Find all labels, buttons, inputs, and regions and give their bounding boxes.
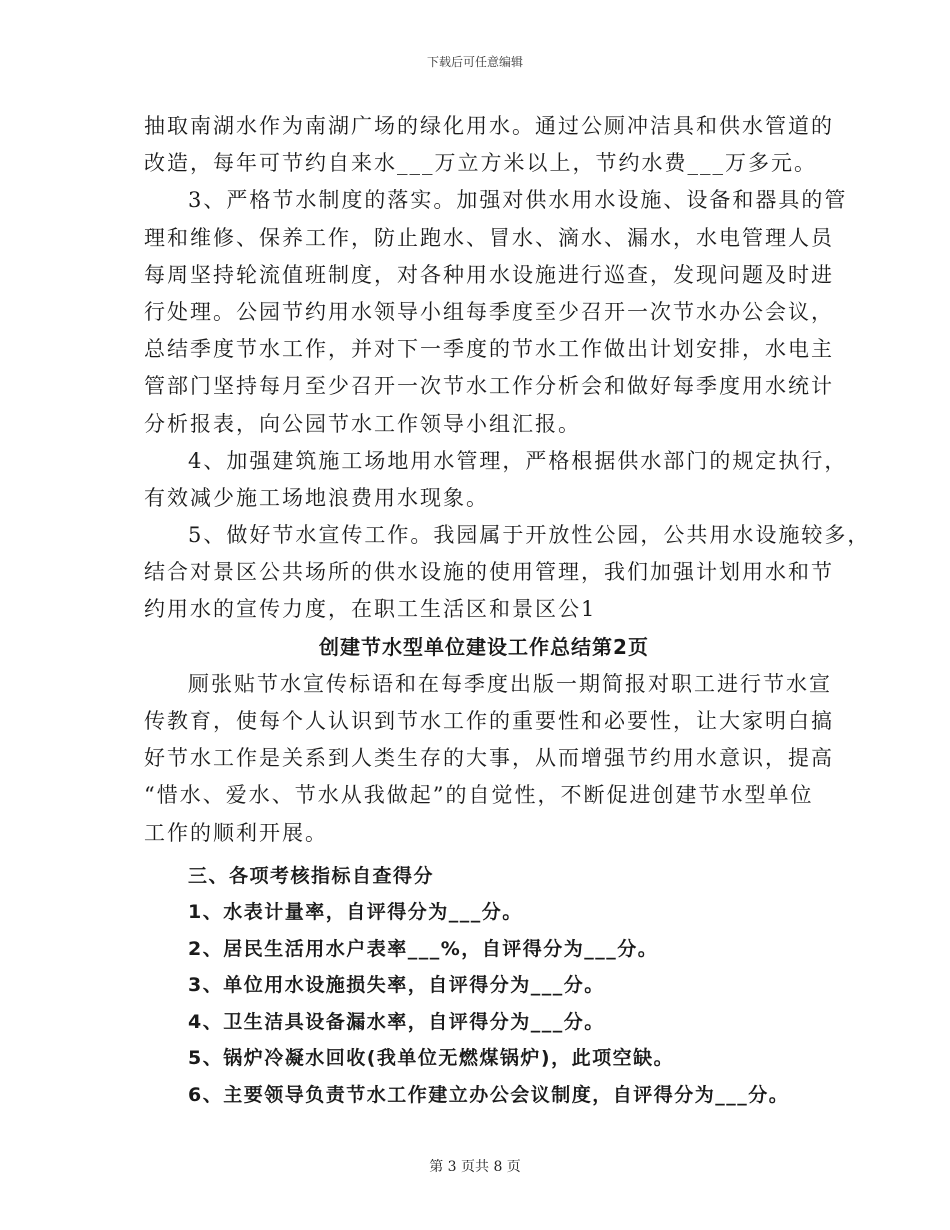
text-line: 4、加强建筑施工场地用水管理，严格根据供水部门的规定执行， [188, 448, 848, 473]
paragraph-publicity [144, 517, 871, 629]
page-title: 创建节水型单位建设工作总结第2页 [319, 634, 649, 659]
assessment-item: 4、卫生洁具设备漏水率，自评得分为___分。 [188, 1010, 605, 1033]
text-line: 厕张贴节水宣传标语和在每季度出版一期简报对职工进行节水宣 [188, 671, 832, 696]
document-body [144, 108, 871, 1113]
assessment-item: 3、单位用水设施损失率，自评得分为___分。 [188, 974, 605, 997]
assessment-item: 5、锅炉冷凝水回收(我单位无燃煤锅炉)，此项空缺。 [188, 1047, 675, 1070]
paragraph-water-source [144, 108, 834, 182]
assessment-item: 1、水表计量率，自评得分为___分。 [188, 901, 523, 924]
text-line: 3、严格节水制度的落实。加强对供水用水设施、设备和器具的管 [188, 188, 848, 213]
text-line: 理和维修、保养工作，防止跑水、冒水、滴水、漏水，水电管理人员 [144, 225, 834, 250]
text-line: 每周坚持轮流值班制度，对各种用水设施进行巡查，发现问题及时进 [144, 262, 834, 287]
text-line: 传教育，使每个人认识到节水工作的重要性和必要性，让大家明白搞 [144, 709, 834, 733]
paragraph-system-implementation [144, 182, 848, 442]
assessment-item: 6、主要领导负责节水工作建立办公会议制度，自评得分为___分。 [188, 1083, 790, 1106]
text-line: 约用水的宣传力度，在职工生活区和景区公1 [144, 597, 597, 622]
text-line: 好节水工作是关系到人类生存的大事，从而增强节约用水意识，提高 [144, 746, 834, 771]
text-line: 5、做好节水宣传工作。我园属于开放性公园，公共用水设施较多， [188, 523, 871, 548]
text-line: 管部门坚持每月至少召开一次节水工作分析会和做好每季度用水统计 [144, 374, 834, 399]
section-self-assessment [144, 858, 824, 1114]
assessment-item: 2、居民生活用水户表率___%，自评得分为___分。 [188, 937, 659, 960]
section-heading: 三、各项考核指标自查得分 [188, 864, 435, 887]
paragraph-education [144, 666, 834, 852]
page-footer: 第 3 页共 8 页 [429, 1159, 521, 1175]
text-line: “惜水、爱水、节水从我做起”的自觉性，不断促进创建节水型单位 [144, 783, 814, 808]
page-header: 下载后可任意编辑 [426, 55, 523, 69]
text-line: 分析报表，向公园节水工作领导小组汇报。 [144, 411, 581, 436]
text-line: 抽取南湖水作为南湖广场的绿化用水。通过公厕冲洁具和供水管道的 [144, 114, 834, 138]
text-line: 有效减少施工场地浪费用水现象。 [144, 485, 489, 510]
text-line: 总结季度节水工作，并对下一季度的节水工作做出计划安排，水电主 [144, 337, 834, 362]
text-line: 工作的顺利开展。 [144, 820, 328, 845]
paragraph-construction-water [144, 443, 848, 517]
text-line: 行处理。公园节约用水领导小组每季度至少召开一次节水办公会议， [144, 299, 834, 324]
text-line: 改造，每年可节约自来水___万立方米以上，节约水费___万多元。 [144, 151, 817, 176]
text-line: 结合对景区公共场所的供水设施的使用管理，我们加强计划用水和节 [144, 560, 834, 585]
